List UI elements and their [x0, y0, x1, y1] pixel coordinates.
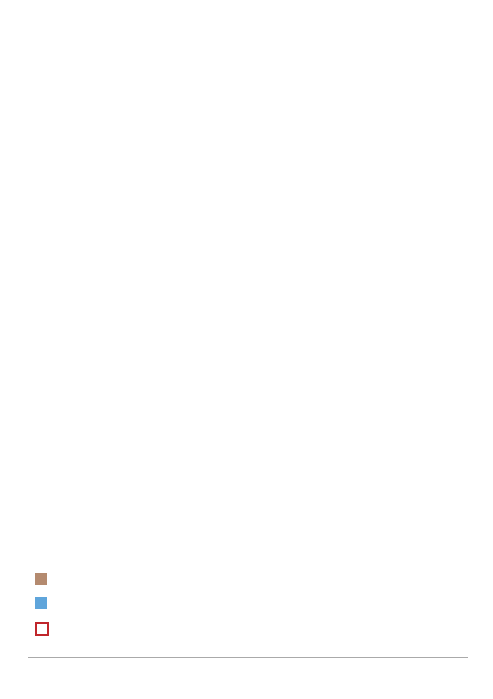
yarn-b-swatch — [35, 597, 47, 609]
legend-repeat — [35, 622, 57, 636]
colorwork-chart — [35, 313, 115, 543]
footer-note — [28, 657, 468, 661]
repeat-swatch — [35, 622, 49, 636]
yarn-a-swatch — [35, 573, 47, 585]
legend-yarn-a — [35, 573, 55, 585]
legend-yarn-b — [35, 597, 55, 609]
